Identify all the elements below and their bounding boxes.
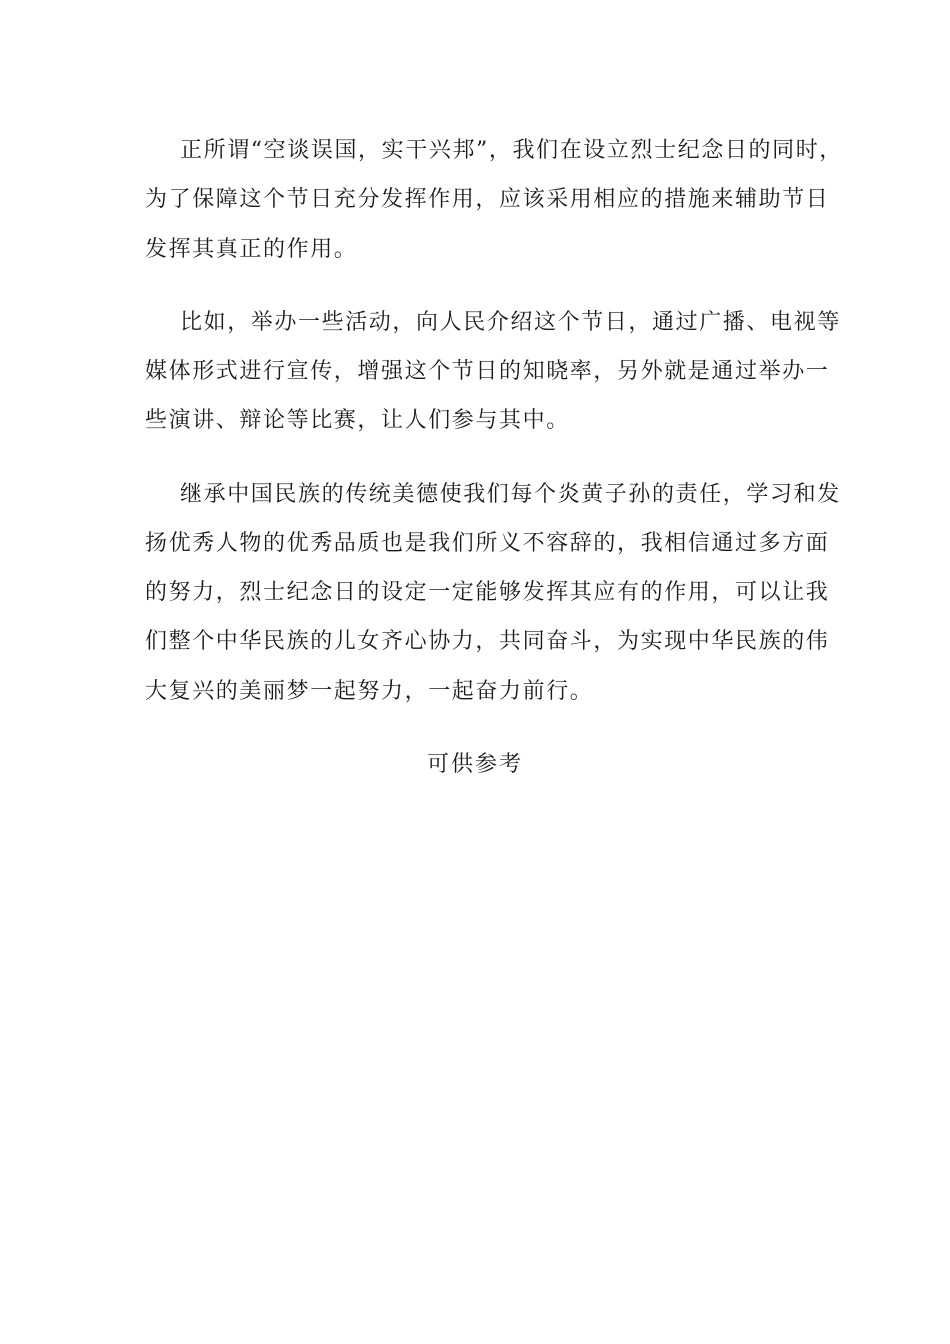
paragraph-line: 继承中国民族的传统美德使我们每个炎黄子孙的责任，学习和发 xyxy=(180,482,841,507)
paragraph-line: 正所谓“空谈误国，实干兴邦”，我们在设立烈士纪念日的同时， xyxy=(180,138,843,163)
paragraph-line: 发挥其真正的作用。 xyxy=(145,237,358,262)
paragraph-line: 的努力，烈士纪念日的设定一定能够发挥其应有的作用，可以让我 xyxy=(145,580,830,605)
paragraph-line: 们整个中华民族的儿女齐心协力，共同奋斗，为实现中华民族的伟 xyxy=(145,629,830,654)
closing-note: 可供参考 xyxy=(426,752,523,777)
paragraph-line: 比如，举办一些活动，向人民介绍这个节日，通过广播、电视等 xyxy=(180,310,841,335)
paragraph-line: 为了保障这个节日充分发挥作用，应该采用相应的措施来辅助节日 xyxy=(145,187,830,212)
paragraph-line: 扬优秀人物的优秀品质也是我们所义不容辞的，我相信通过多方面 xyxy=(145,531,830,556)
paragraph-line: 媒体形式进行宣传，增强这个节日的知晓率，另外就是通过举办一 xyxy=(145,359,830,384)
paragraph-line: 大复兴的美丽梦一起努力，一起奋力前行。 xyxy=(145,679,594,704)
paragraph-line: 些演讲、辩论等比赛，让人们参与其中。 xyxy=(145,408,570,433)
